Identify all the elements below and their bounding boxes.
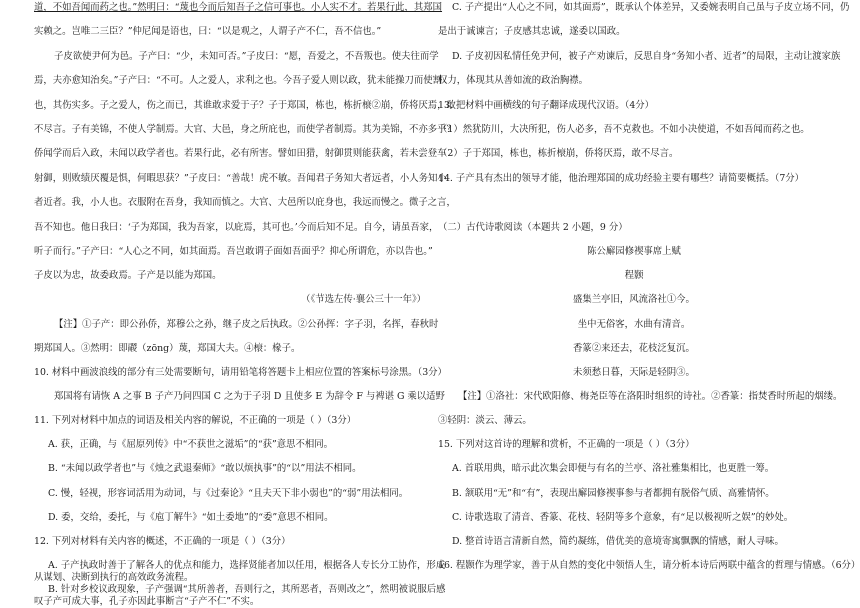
option-c: C. 子产提出“人心之不同，如其面焉”，既承认个体差异，又委婉表明自己虽与子皮立场不同，仍 bbox=[452, 2, 850, 13]
annotation-note: 【注】①洛社：宋代欧阳修、梅尧臣等在洛阳时组织的诗社。②香篆：指焚香时所起的烟缕。 bbox=[458, 391, 843, 402]
annotation-note: ③轻阴：淡云、薄云。 bbox=[438, 415, 532, 426]
question-14: 14. 子产具有杰出的领导才能，他治理郑国的成功经验主要有哪些？请简要概括。（7分） bbox=[438, 173, 805, 184]
text-line: 听子而行。”子产曰：“人心之不同，如其面焉。吾岂敢谓子面如吾面乎？抑心所谓危，亦以告也。” bbox=[34, 246, 433, 257]
text-line: 不尽言。子有美锦，不使人学制焉。大官、大邑，身之所庇也，而使学者制焉。其为美锦，不亦多乎？ bbox=[34, 124, 456, 135]
option-d: D. 子皮初因私情任免尹何，被子产劝谏后，反思自身“务知小者、近者”的局限，主动让渡家族 bbox=[452, 51, 841, 62]
text-line: 也，其伤实多。子之爱人，伤之而已，其谁敢求爱于子？子于郑国，栋也，栋折榱②崩，侨将厌焉，敢 bbox=[34, 100, 456, 111]
source-citation: （《节选左传·襄公三十一年》） bbox=[301, 294, 426, 305]
option-a: A. 首联用典，暗示此次集会即便与有名的兰亭、洛社雅集相比，也更胜一筹。 bbox=[452, 463, 775, 474]
question-12: 12. 下列对材料有关内容的概述，不正确的一项是（ ）（3分） bbox=[34, 536, 291, 547]
poem-line: 盛集兰亭旧，风流洛社①今。 bbox=[573, 294, 695, 305]
text-line: 子皮以为忠，故委政焉。子产是以能为郑国。 bbox=[34, 270, 222, 281]
poem-line: 香篆②来还去，花枝泛复沉。 bbox=[573, 343, 695, 354]
question-10: 10. 材料中画波浪线的部分有三处需要断句，请用铅笔将答题卡上相应位置的答案标号涂黑。（3分） bbox=[34, 367, 447, 378]
text-line: 子皮欲使尹何为邑。子产曰：“少，未知可否。”子皮曰：“愿，吾爱之，不吾叛也。使夫往而学 bbox=[54, 51, 439, 62]
option-c: C. 慢，轻视，形容词活用为动词，与《过秦论》“且夫天下非小弱也”的“弱”用法相同。 bbox=[48, 488, 409, 499]
question-15: 15. 下列对这首诗的理解和赏析，不正确的一项是（ ）（3分） bbox=[438, 439, 695, 450]
text-line: 实赖之。岂唯二三臣？”仲尼闻是语也，曰：“以是观之，人谓子产不仁，吾不信也。” bbox=[34, 26, 382, 37]
option-b: B. 针对乡校议政现象，子产强调“其所善者，吾则行之，其所恶者，吾则改之”，然明被说服后感 bbox=[48, 584, 446, 595]
text-line: 权力，体现其从善如流的政治胸襟。 bbox=[438, 75, 589, 86]
text-line: 者近者。我，小人也。衣服附在吾身，我知而慎之。大官、大邑所以庇身也，我远而慢之。微子之言， bbox=[34, 197, 456, 208]
option-a: A. 获，正确，与《屈原列传》中“不获世之滋垢”的“获”意思不相同。 bbox=[48, 439, 334, 450]
option-c: C. 诗歌选取了清音、香篆、花枝、轻阴等多个意象，有“足以极视听之娱”的妙处。 bbox=[452, 512, 794, 523]
text-line: 叹子产可成大事，孔子亦因此事断言“子产不仁”不实。 bbox=[34, 596, 260, 607]
option-b: B. 颔联用“无”和“有”，表现出廨园修禊事参与者都拥有脱俗气质、高雅情怀。 bbox=[452, 488, 775, 499]
text-line: 道，不如吾闻而药之也。”然明曰：“蔑也今而后知吾子之信可事也。小人实不才。若果行此，其郑国 bbox=[34, 2, 443, 13]
question-13: 13. 把材料中画横线的句子翻译成现代汉语。（4分） bbox=[438, 100, 655, 111]
poem-line: 未须愁日暮，天际是轻阴③。 bbox=[573, 367, 695, 378]
poem-line: 坐中无俗客，水曲有清音。 bbox=[577, 319, 691, 330]
annotation-note: 期郑国人。③然明：即鬷（zōng）蔑，郑国大夫。④榱：椽子。 bbox=[34, 343, 301, 354]
poem-author: 程颢 bbox=[624, 270, 644, 281]
question-11: 11. 下列对材料中加点的词语及相关内容的解说，不正确的一项是（ ）（3分） bbox=[34, 415, 357, 426]
text-line: 吾不知也。他日我曰：‘子为郑国，我为吾家，以庇焉，其可也。’今而后知不足。自今，请虽吾家， bbox=[34, 222, 439, 233]
option-d: D. 委，交给，委托，与《庖丁解牛》“如土委地”的“委”意思不相同。 bbox=[48, 512, 334, 523]
text-line: 射御，则败绩厌覆是惧，何暇思获？”子皮曰：“善哉！虎不敏。吾闻君子务知大者远者，小人务知小 bbox=[34, 173, 447, 184]
question-13-item-2: （2）子于郑国，栋也，栋折榱崩，侨将厌焉，敢不尽言。 bbox=[438, 148, 679, 159]
text-line: 从谋划、决断到执行的高效政务流程。 bbox=[34, 572, 194, 583]
option-b: B. “未闻以政学者也”与《烛之武退秦师》“敢以烦执事”的“以”用法不相同。 bbox=[48, 463, 362, 474]
annotation-note: 【注】①子产：即公孙侨，郑穆公之孙，继子皮之后执政。②公孙挥：字子羽，名挥，春秋时 bbox=[54, 319, 439, 330]
text-line: 侨闻学而后入政，未闻以政学者也。若果行此，必有所害。譬如田猎，射御贯则能获禽，若未尝登车 bbox=[34, 148, 447, 159]
option-d: D. 整首诗语言清新自然，简约凝练，借优美的意境寄寓飘飘的情感，耐人寻味。 bbox=[452, 536, 784, 547]
question-16: 16. 程颢作为理学家，善于从自然的变化中领悟人生，请分析本诗后两联中蕴含的哲理与情感。（6分） bbox=[438, 560, 860, 571]
option-a: A. 子产执政时善于了解各人的优点和能力，选择贤能者加以任用，根据各人专长分工协作，形成 bbox=[48, 560, 446, 571]
question-10-sentence: 郑国将有请恢 A 之事 B 子产乃问四国 C 之为于子羽 D 且使多 E 为辞令 F 与裨谌 G 乘以适野 bbox=[54, 391, 445, 402]
section-heading: （二）古代诗歌阅读（本题共 2 小题，9 分） bbox=[438, 222, 628, 233]
poem-title: 陈公廨园修禊事席上赋 bbox=[587, 246, 681, 257]
text-line: 焉，夫亦愈知治矣。”子产曰：“不可。人之爱人，求利之也。今吾子爱人则以政，犹未能操刀而使割 bbox=[34, 75, 443, 86]
question-13-item-1: （1）然犹防川，大决所犯，伤人必多，吾不克救也。不如小决使道，不如吾闻而药之也。 bbox=[438, 124, 810, 135]
text-line: 是出于诚谏言；子皮感其忠诚，遂委以国政。 bbox=[438, 26, 626, 37]
